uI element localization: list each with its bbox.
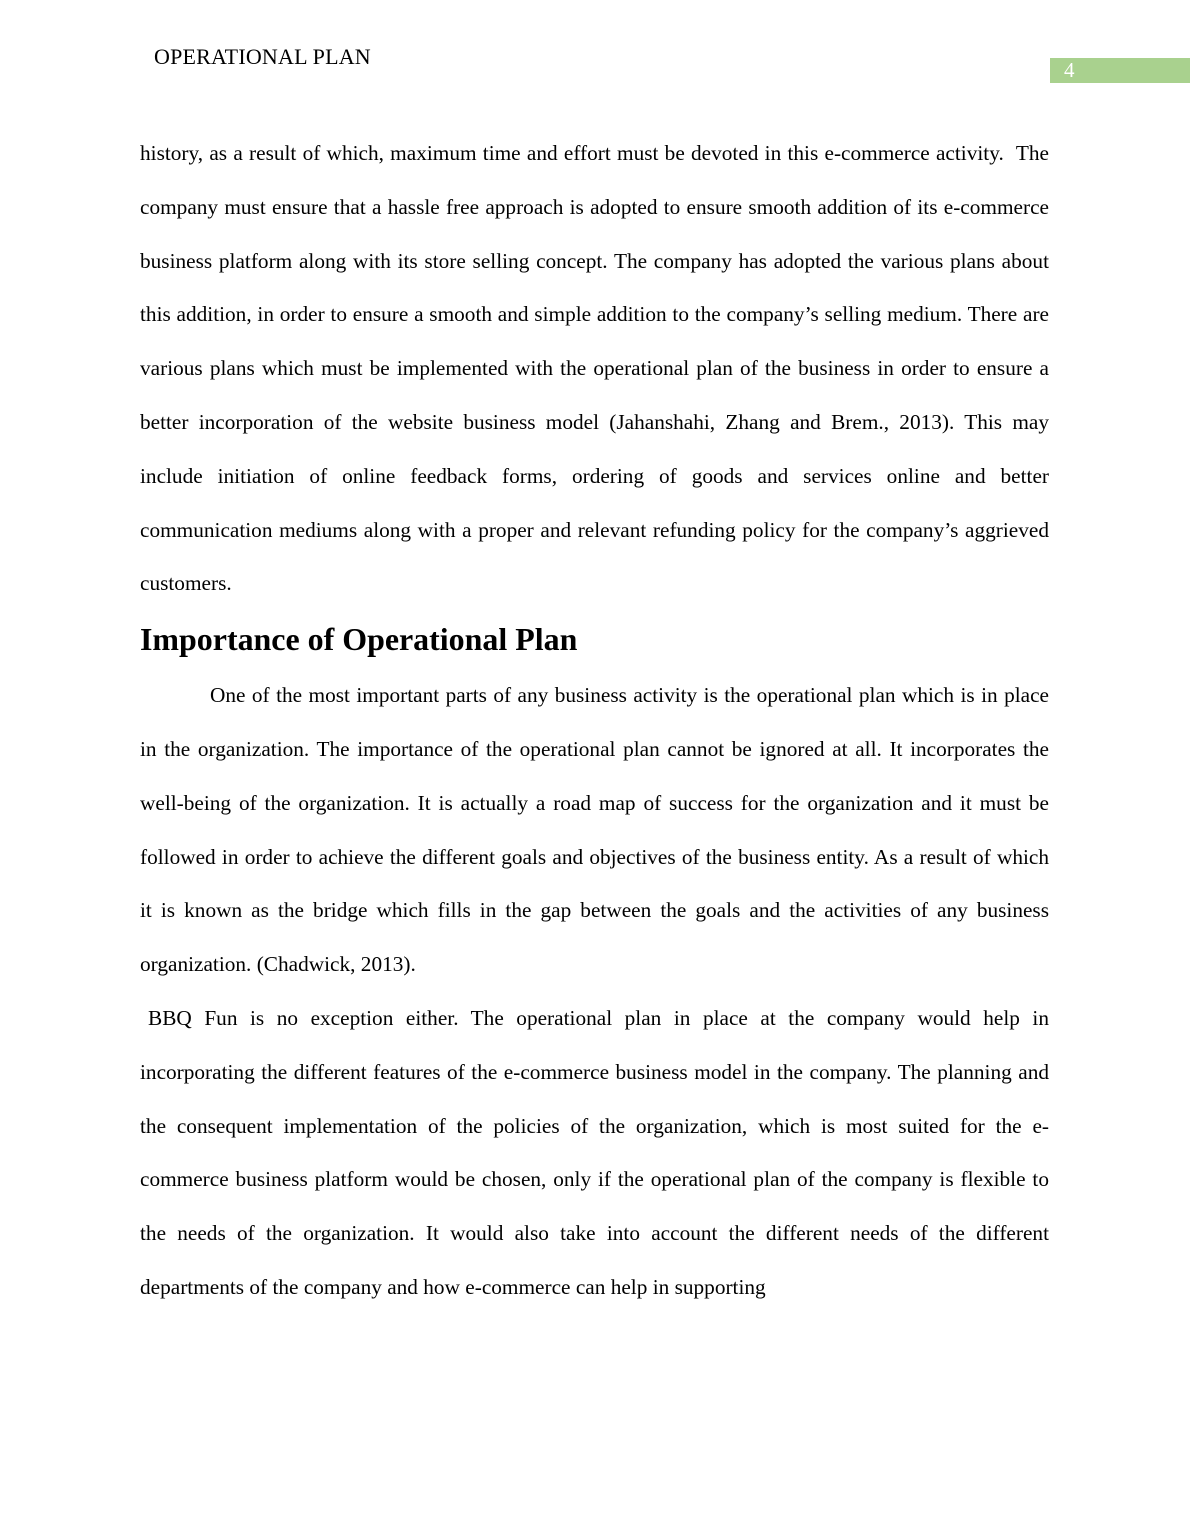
paragraph-bbq-fun: BBQ Fun is no exception either. The operational plan in place at the company would help in incorporating the different features of the e-commerce business model in the company. The planning and the consequent implementation of the policies of the organization, which is most suited for the e-commerce business platform would be chosen, only if the operational plan of the company is flexible to the needs of the organization. It would also take into account the different needs of the different departments of the company and how e-commerce can help in supporting — [140, 1005, 1049, 1299]
paragraph-ecommerce-plans: history, as a result of which, maximum time and effort must be devoted in this e-commerce activity. The company must ensure that a hassle free approach is adopted to ensure smooth addition of its e-commerce business platform along with its store selling concept. The company has adopted the various plans about this addition, in order to ensure a smooth and simple addition to the company’s selling medium. There are various plans which must be implemented with the operational plan of the business in order to ensure a better incorporation of the website business model (Jahanshahi, Zhang and Brem., 2013). This may include initiation of online feedback forms, ordering of goods and services online and better communication mediums along with a proper and relevant refunding policy for the company’s aggrieved customers. — [140, 141, 1049, 596]
running-header-title: OPERATIONAL PLAN — [154, 44, 371, 69]
paragraph-importance: One of the most important parts of any business activity is the operational plan which is in place in the organization. The importance of the operational plan cannot be ignored at all. It incorporates the well-being of the organization. It is actually a road map of success for the organization and it must be followed in order to achieve the different goals and objectives of the business entity. As a result of which it is known as the bridge which fills in the gap between the goals and the activities of any business organization. (Chadwick, 2013). — [140, 683, 1049, 977]
page-number-badge: 4 — [1050, 58, 1190, 83]
section-heading: Importance of Operational Plan — [140, 622, 578, 658]
document-body — [140, 127, 1049, 1315]
